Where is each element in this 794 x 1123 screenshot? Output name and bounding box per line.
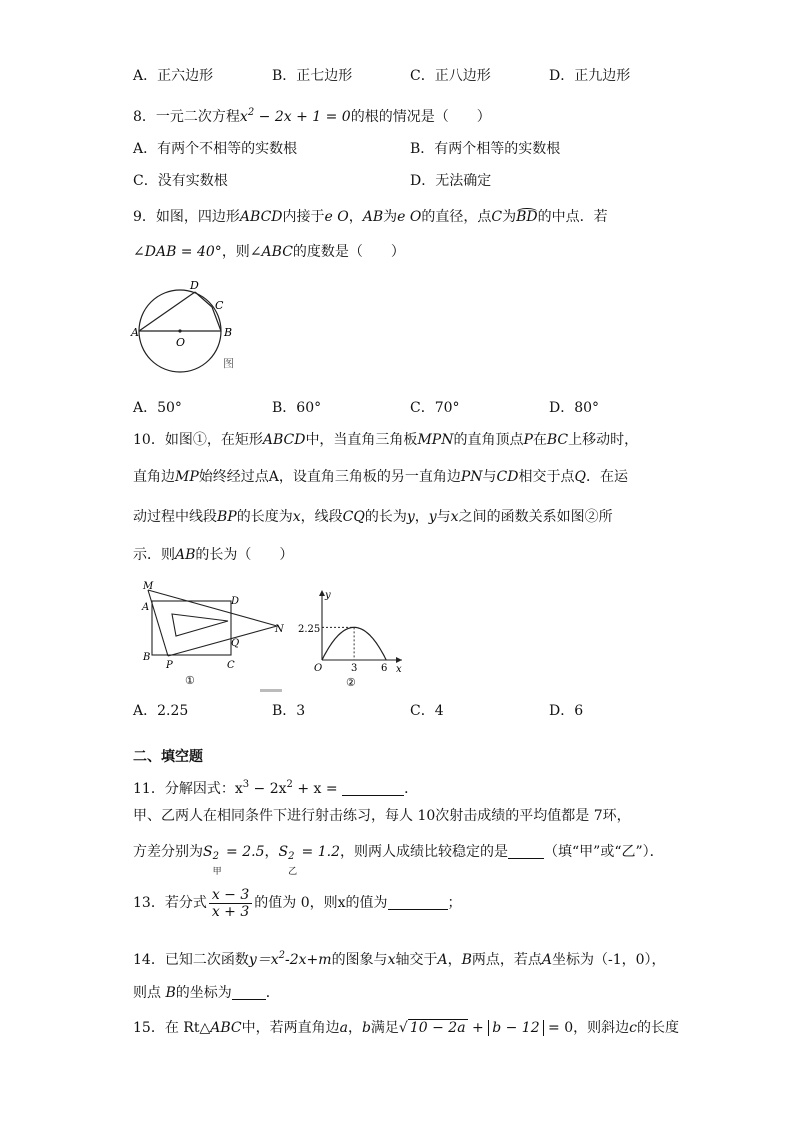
q8-option-c: C．没有实数根	[133, 173, 228, 189]
figure-2-label: ②	[346, 676, 356, 689]
label-m: M	[143, 581, 154, 592]
q8-text-post: 的根的情况是（ ）	[350, 109, 491, 125]
q15-equation: √ 10 − 2a + b − 12 = 0	[398, 1020, 574, 1036]
figure-1-label: ①	[185, 674, 195, 687]
q14-answer-blank[interactable]	[232, 985, 266, 1000]
variance-jia: S 2 甲 = 2.5	[203, 844, 265, 877]
q14-stem-line1: 14．已知二次函数$y=x^2-2x+m$的图象与x轴交于A，B两点，若点A坐标为（-1，0），	[133, 950, 666, 968]
rectangle-abcd	[152, 601, 231, 655]
q8-equation: $x^2 - 2x + 1 = 0$	[239, 107, 351, 125]
q10-figure-2	[296, 586, 408, 692]
label-c: C	[227, 660, 235, 671]
q12-stem-line2: 方差分别为S 2 甲 = 2.5，S 2 乙 = 1.2，则两人成绩比较稳定的是 （填“甲”或“乙”）．	[133, 844, 664, 877]
q9-option-a: A．50°	[133, 400, 182, 416]
axis-label-x: x	[396, 664, 402, 675]
q7-option-c: C．正八边形	[410, 68, 491, 84]
label-b: B	[143, 652, 151, 663]
tick-label-3: 3	[351, 663, 358, 674]
scan-mark	[260, 689, 282, 692]
q10-option-b: B．3	[272, 703, 306, 719]
section-heading-fill-in: 二、填空题	[133, 749, 203, 765]
q10-option-a: A．2.25	[133, 703, 189, 719]
label-c: C	[215, 299, 224, 312]
q14-stem-line2: 则点 B的坐标为 ．	[133, 985, 280, 1001]
edge-mn	[148, 590, 277, 626]
q10-stem-line1: 10．如图①，在矩形ABCD中，当直角三角板MPN的直角顶点P在BC上移动时，	[133, 432, 639, 448]
chord-dc	[195, 292, 212, 307]
chord-ad	[139, 292, 195, 331]
center-point	[178, 329, 181, 332]
origin-label: O	[314, 663, 323, 674]
label-o: O	[176, 336, 186, 349]
arc-bd: BD	[516, 209, 538, 225]
label-b: B	[224, 326, 233, 339]
q12-stem-line1: 甲、乙两人在相同条件下进行射击练习，每人 10次射击成绩的平均值都是 7环，	[133, 808, 631, 824]
triangle-inner-hole	[172, 614, 228, 636]
q8-option-d: D．无法确定	[410, 173, 492, 189]
q10-stem-line4: 示．则AB的长为（ ）	[133, 547, 294, 563]
label-d: D	[190, 279, 199, 292]
q7-option-a: A．正六边形	[133, 68, 214, 84]
q10-stem-line3: 动过程中线段BP的长度为x，线段CQ的长为y，y与x之间的函数关系如图②所	[133, 509, 613, 525]
label-n: N	[275, 624, 284, 635]
q9-stem-line1: 9．如图，四边形ABCD内接于e O，AB为e O的直径，点C为BD的中点．若	[133, 209, 608, 225]
q11-answer-blank[interactable]	[342, 781, 404, 796]
q9-stem-line2: ∠DAB = 40°，则∠ABC的度数是（ ）	[133, 244, 405, 260]
q8-text: 一元二次方程	[155, 109, 240, 125]
q8-number: 8．	[133, 109, 156, 125]
x-axis-arrow	[396, 657, 402, 663]
axis-label-y: y	[325, 590, 331, 601]
q11-expression: $x^3 - 2x^2 + x$ =	[234, 779, 343, 797]
q10-option-c: C．4	[410, 703, 444, 719]
q9-option-d: D．80°	[549, 400, 600, 416]
variance-yi: S 2 乙 = 1.2	[278, 844, 340, 877]
q13-answer-blank[interactable]	[388, 895, 448, 910]
q11-stem: 11．分解因式：$x^3 - 2x^2 + x$ = ．	[133, 779, 419, 797]
label-p: P	[166, 660, 173, 671]
q14-function: $y=x^2-2x+m$	[248, 950, 332, 968]
q7-option-d: D．正九边形	[549, 68, 631, 84]
q13-fraction: $\frac{x - 3}{x + 3}$	[209, 887, 252, 920]
tick-label-2-25: 2.25	[298, 624, 321, 635]
q9-option-c: C．70°	[410, 400, 460, 416]
q7-option-b: B．正七边形	[272, 68, 353, 84]
label-a: A	[131, 326, 139, 339]
q12-answer-blank[interactable]	[508, 844, 544, 859]
q13-stem: 13．若分式 $\frac{x - 3}{x + 3}$ 的值为 0，则x的值为 ；	[133, 886, 462, 920]
label-d: D	[231, 596, 240, 607]
q8-option-b: B．有两个相等的实数根	[410, 141, 561, 157]
tick-label-6: 6	[381, 663, 388, 674]
q10-stem-line2: 直角边MP始终经过点A，设直角三角板的另一直角边PN与CD相交于点Q．在运	[133, 469, 628, 485]
figure-caption: 图	[223, 357, 234, 370]
label-q: Q	[231, 638, 240, 649]
edge-pn	[168, 626, 277, 656]
q8-option-a: A．有两个不相等的实数根	[133, 141, 298, 157]
edge-mp	[148, 590, 168, 656]
q10-option-d: D．6	[549, 703, 584, 719]
q10-figure-1	[140, 580, 290, 692]
q8-stem	[133, 103, 491, 127]
q9-option-b: B．60°	[272, 400, 322, 416]
q15-stem: 15．在 Rt△ABC中，若两直角边a，b满足√ 10 − 2a + b − 12 = 0，则斜边c的长度	[133, 1020, 679, 1036]
q9-circle-figure	[128, 276, 244, 376]
label-a: A	[142, 602, 150, 613]
